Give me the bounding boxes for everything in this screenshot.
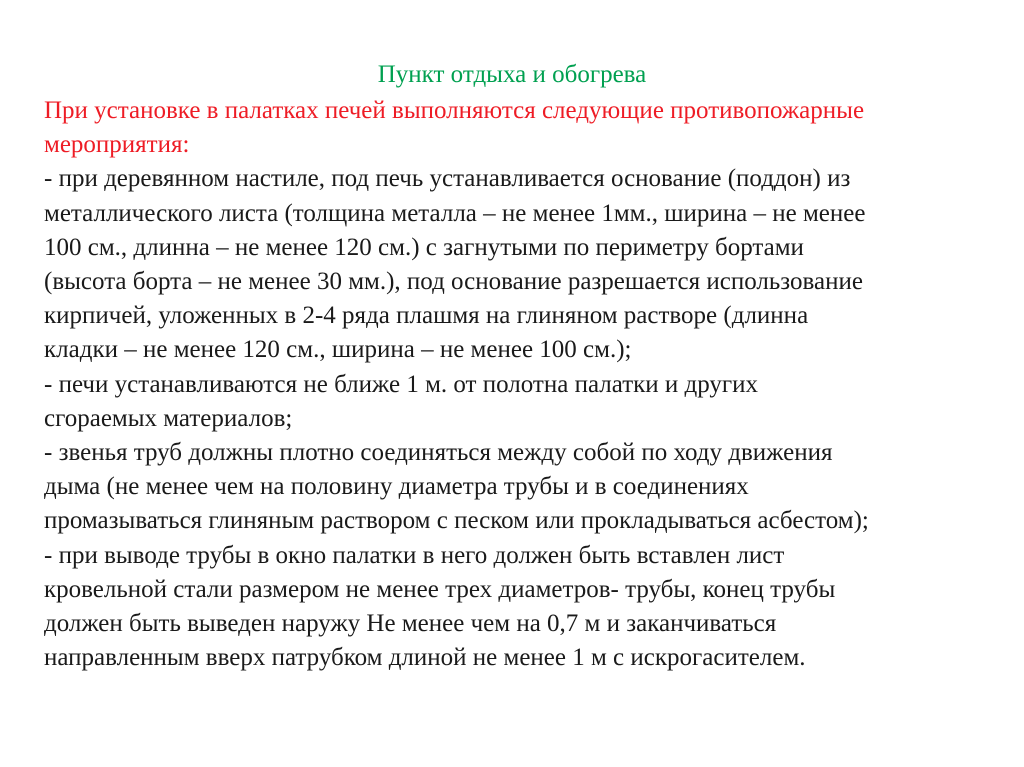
intro-line: мероприятия:: [44, 131, 190, 159]
body-line: 100 см., длинна – не менее 120 см.) с загнутыми по периметру бортами: [44, 233, 804, 261]
slide-title: Пункт отдыха и обогрева: [377, 61, 647, 88]
body-line: (высота борта – не менее 30 мм.), под основание разрешается использование: [44, 268, 863, 296]
body-line: кирпичей, уложенных в 2-4 ряда плашмя на глиняном растворе (длинна: [44, 302, 809, 330]
body-line: кладки – не менее 120 см., ширина – не менее 100 см.);: [44, 336, 632, 364]
body-line: промазываться глиняным раствором с песком или прокладываться асбестом);: [44, 507, 869, 535]
body-line: - звенья труб должны плотно соединяться между собой по ходу движения: [44, 439, 833, 467]
body-line: кровельной стали размером не менее трех диаметров- трубы, конец трубы: [44, 575, 836, 603]
body-line: - печи устанавливаются не ближе 1 м. от полотна палатки и других: [44, 370, 759, 398]
body-line: - при выводе трубы в окно палатки в него должен быть вставлен лист: [44, 541, 785, 569]
intro-line: При установке в палатках печей выполняются следующие противопожарные: [44, 97, 865, 124]
slide-body: [44, 94, 1004, 675]
body-line: дыма (не менее чем на половину диаметра трубы и в соединениях: [44, 473, 749, 501]
body-line: - при деревянном настиле, под печь устанавливается основание (поддон) из: [44, 165, 851, 193]
body-line: металлического листа (толщина металла – не менее 1мм., ширина – не менее: [44, 199, 866, 227]
body-line: сгораемых материалов;: [44, 404, 293, 432]
body-line: должен быть выведен наружу Не менее чем на 0,7 м и заканчиваться: [44, 610, 777, 638]
body-line: направленным вверх патрубком длиной не менее 1 м с искрогасителем.: [44, 644, 806, 672]
